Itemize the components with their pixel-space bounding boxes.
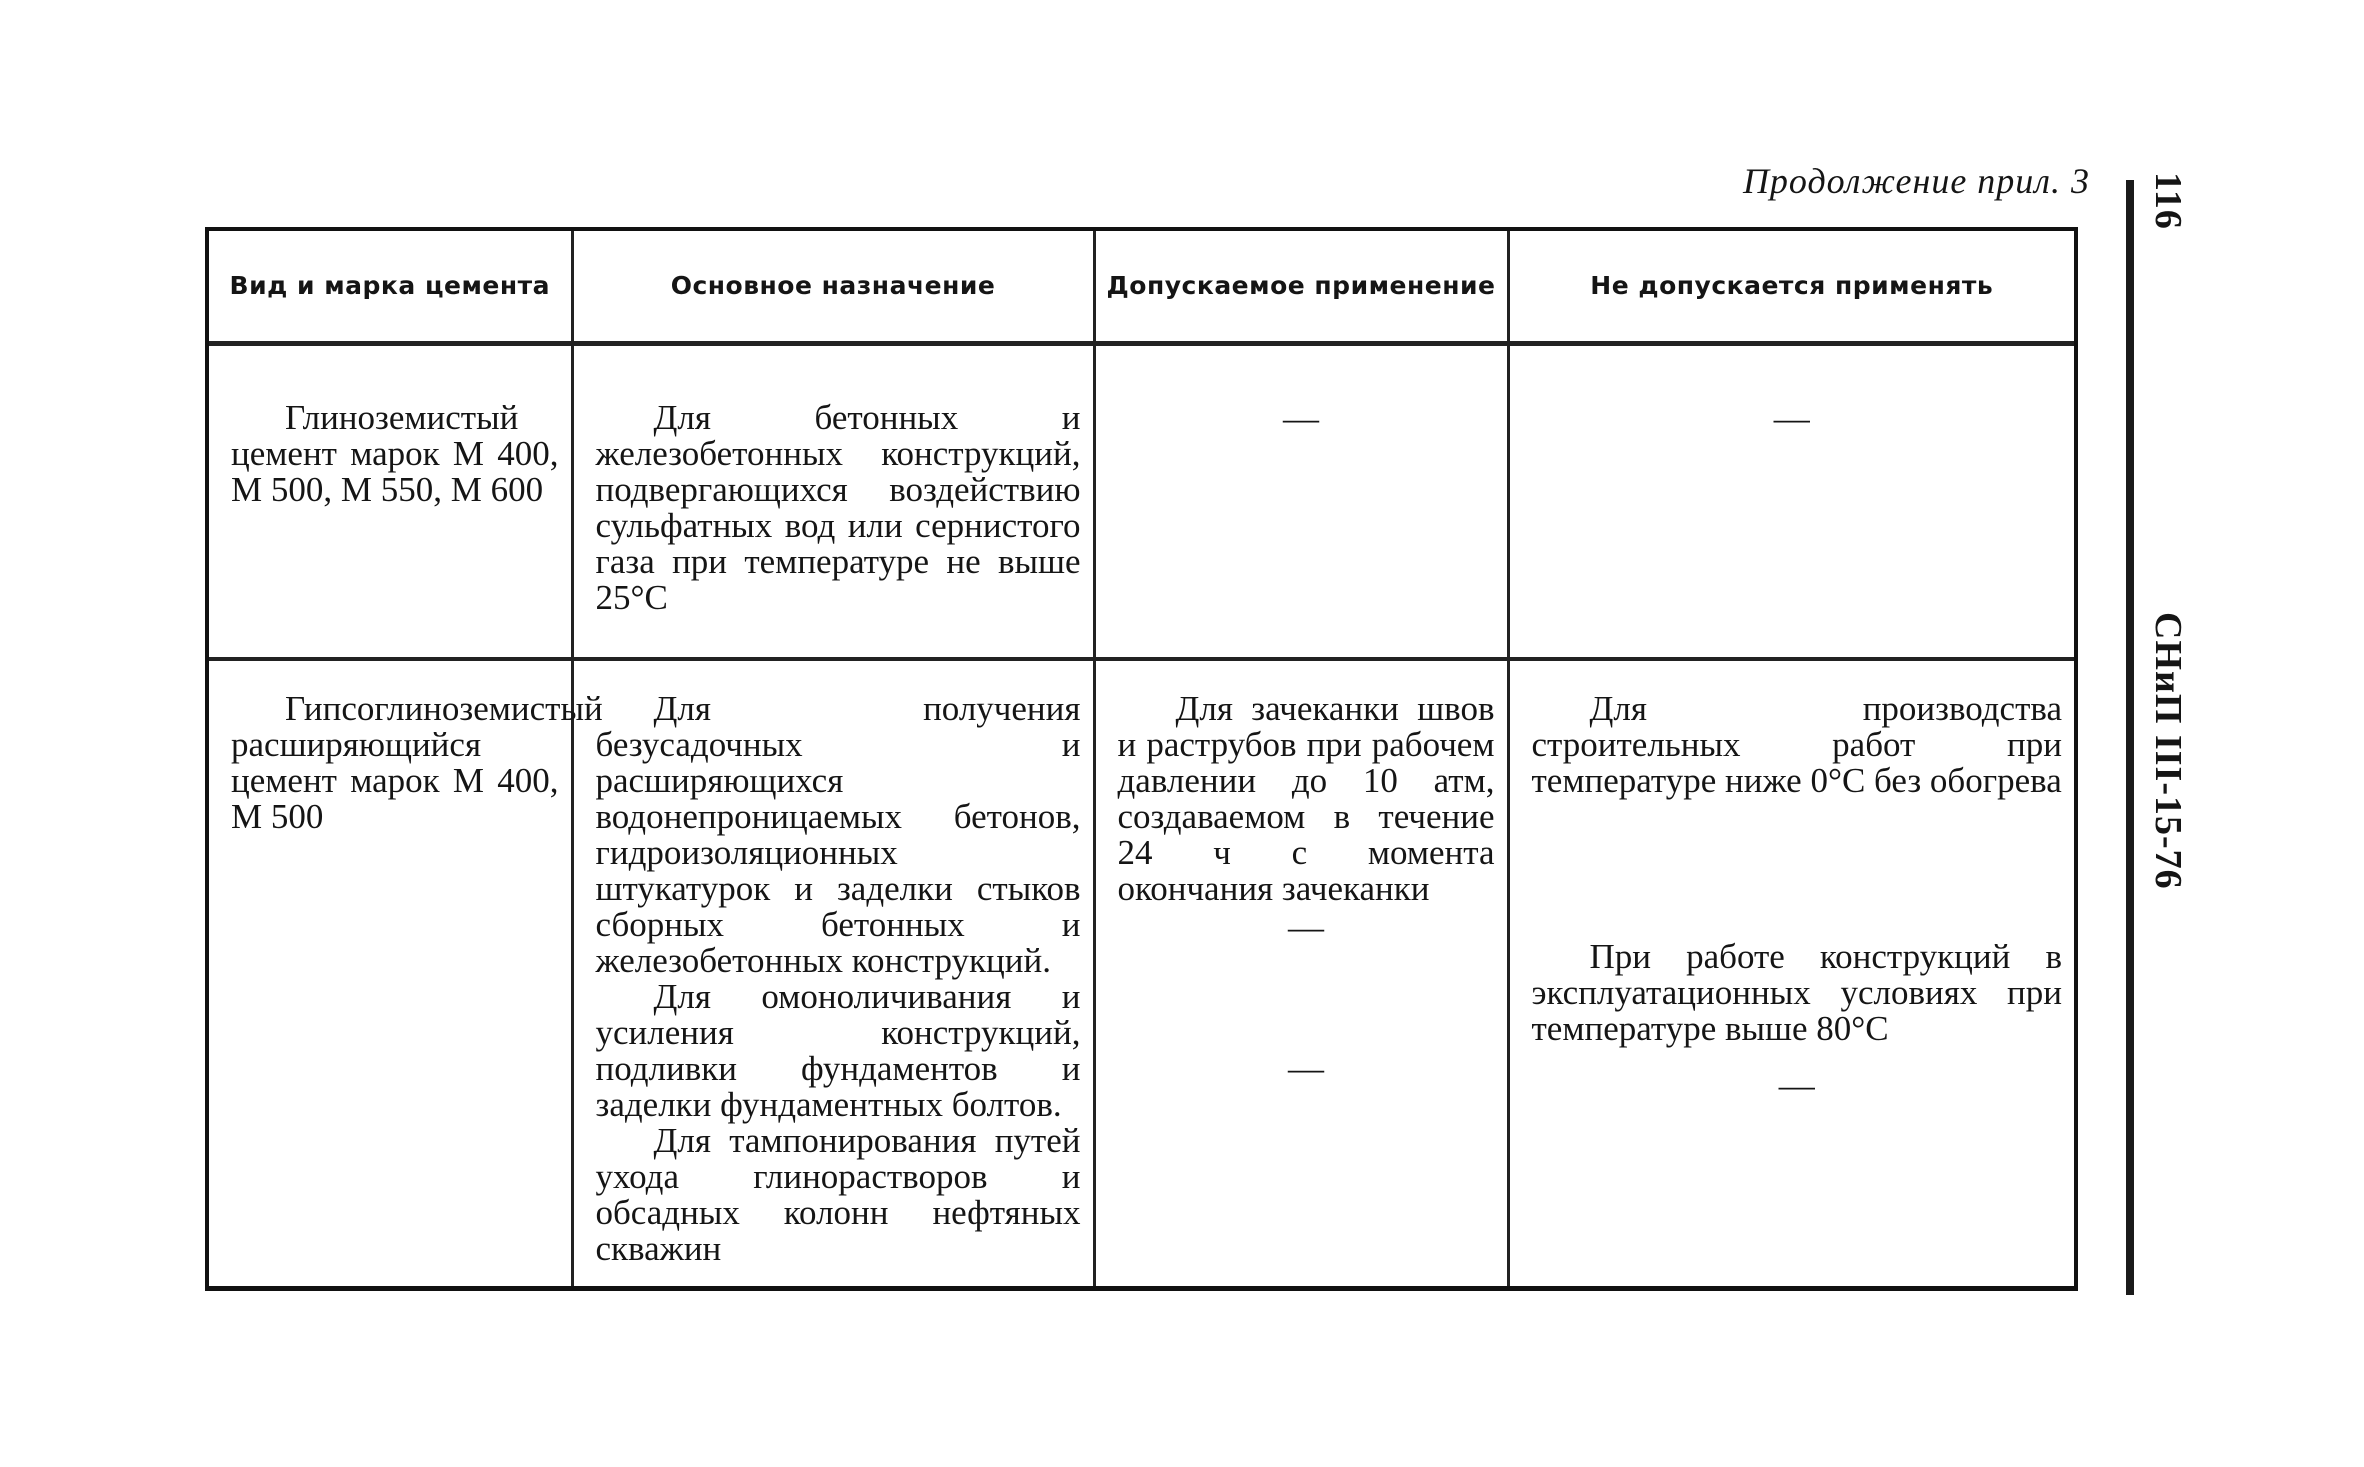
allowed-cell — [1094, 659, 1508, 1286]
purpose-text: Для тампонирования путей ухода глинорастворов и обсадных колонн нефтяных скважин — [595, 1121, 1081, 1268]
not-allowed-cell — [1508, 343, 2074, 659]
table-row — [209, 343, 2074, 659]
allowed-text: Для зачеканки швов и раструбов при рабочем давлении до 10 атм, создаваемом в течение 24 ч с момента окончания зачеканки — [1117, 689, 1495, 908]
table-header-row — [209, 231, 2074, 343]
column-header-purpose: Основное назначение — [572, 231, 1094, 343]
dash-mark: — — [1773, 397, 1810, 438]
dash-mark: — — [1288, 1048, 1324, 1088]
dash-mark: — — [1283, 397, 1319, 438]
cement-name: Гипсоглиноземистый расширяющийся цемент марок М 400, М 500 — [231, 689, 603, 836]
document-code: СНиП III-15-76 — [2147, 612, 2189, 890]
dash-mark: — — [1778, 1065, 1815, 1105]
purpose-cell — [572, 659, 1094, 1286]
purpose-text: Для получения безусадочных и расширяющихся водонепроницаемых бетонов, гидроизоляционных штукатурок и заделки стыков сборных бетонных и железобетонных конструкций. — [595, 689, 1081, 980]
purpose-cell — [572, 343, 1094, 659]
purpose-text: Для омоноличивания и усиления конструкций, подливки фундаментов и заделки фундаментных болтов. — [595, 977, 1081, 1124]
margin-rule — [2126, 180, 2134, 1295]
column-header-not-allowed: Не допускается применять — [1508, 231, 2074, 343]
column-header-cement: Вид и марка цемента — [209, 231, 572, 343]
cement-cell — [209, 659, 603, 1286]
cement-name: Глиноземистый цемент марок М 400, М 500, М 550, М 600 — [231, 397, 559, 509]
column-header-allowed: Допускаемое применение — [1094, 231, 1508, 343]
purpose-text: Для бетонных и железобетонных конструкций, подвергающихся воздействию сульфатных вод или сернистого газа при температуре не выше 25°С — [595, 397, 1081, 617]
not-allowed-text: При работе конструкций в эксплуатационных условиях при температуре выше 80°С — [1531, 937, 2062, 1048]
continuation-label: Продолжение прил. 3 — [1742, 161, 2090, 201]
cement-cell — [209, 343, 572, 659]
not-allowed-text: Для производства строительных работ при температуре ниже 0°С без обогрева — [1531, 689, 2062, 800]
allowed-cell — [1094, 343, 1508, 659]
cement-table — [205, 227, 2078, 1291]
page-number: 116 — [2147, 172, 2189, 230]
not-allowed-cell — [1508, 659, 2074, 1286]
dash-mark: — — [1288, 907, 1324, 947]
table-row — [209, 659, 2074, 1286]
